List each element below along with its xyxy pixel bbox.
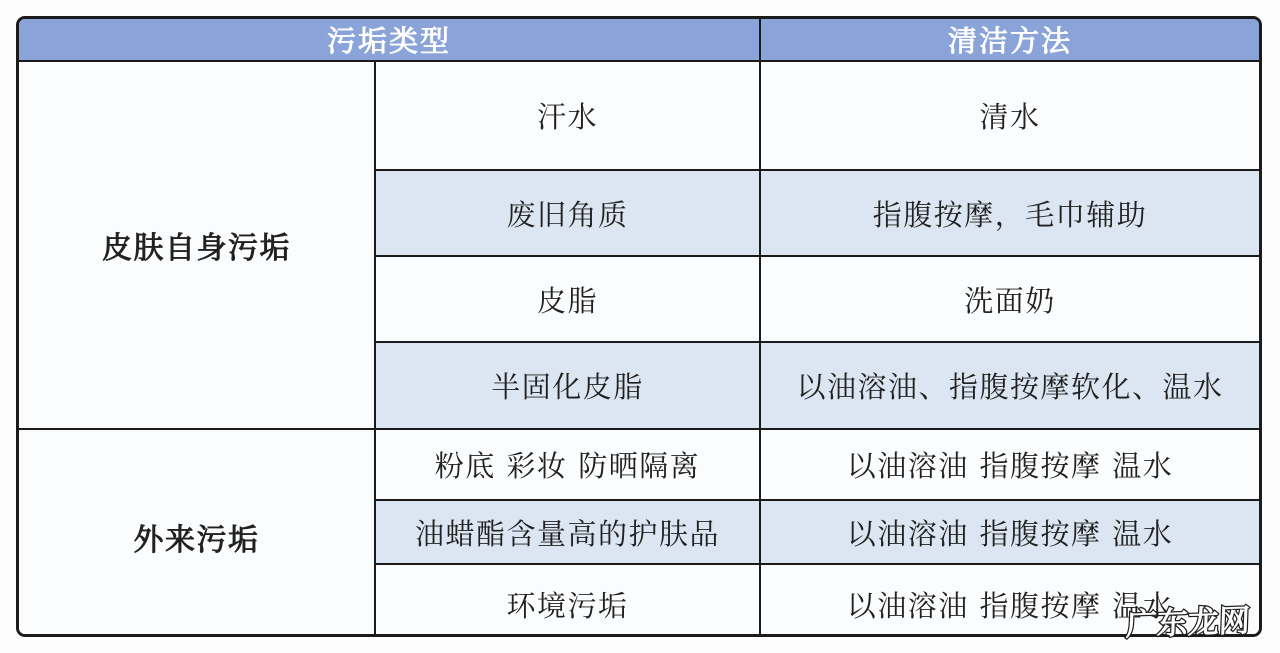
- method-cell-sebum: 洗面奶: [761, 257, 1259, 343]
- type-cell-sweat: 汗水: [376, 62, 761, 171]
- cleaning-methods-table: [16, 16, 1262, 637]
- method-cell-dead-keratin: 指腹按摩，毛巾辅助: [761, 171, 1259, 257]
- method-cell-makeup: 以油溶油 指腹按摩 温水: [761, 430, 1259, 501]
- method-cell-sweat: 清水: [761, 62, 1259, 171]
- header-cell-cleaning-method: 清洁方法: [761, 19, 1259, 62]
- header-row: [19, 19, 1259, 62]
- type-cell-makeup: 粉底 彩妆 防晒隔离: [376, 430, 761, 501]
- method-cell-semisolid-sebum: 以油溶油、指腹按摩软化、温水: [761, 343, 1259, 430]
- type-cell-dead-keratin: 废旧角质: [376, 171, 761, 257]
- type-cell-semisolid-sebum: 半固化皮脂: [376, 343, 761, 430]
- method-cell-environmental-dirt: 以油溶油 指腹按摩 温水: [761, 565, 1259, 637]
- method-cell-waxy-skincare: 以油溶油 指腹按摩 温水: [761, 501, 1259, 565]
- type-cell-sebum: 皮脂: [376, 257, 761, 343]
- header-cell-dirt-type: 污垢类型: [19, 19, 761, 62]
- table-row: [19, 430, 1259, 501]
- table-row: [19, 62, 1259, 171]
- table: [19, 19, 1259, 637]
- group-cell-skin-own-dirt: 皮肤自身污垢: [19, 62, 376, 430]
- type-cell-waxy-skincare: 油蜡酯含量高的护肤品: [376, 501, 761, 565]
- group-cell-external-dirt: 外来污垢: [19, 430, 376, 637]
- watermark: 广东龙网: [1125, 602, 1251, 644]
- type-cell-environmental-dirt: 环境污垢: [376, 565, 761, 637]
